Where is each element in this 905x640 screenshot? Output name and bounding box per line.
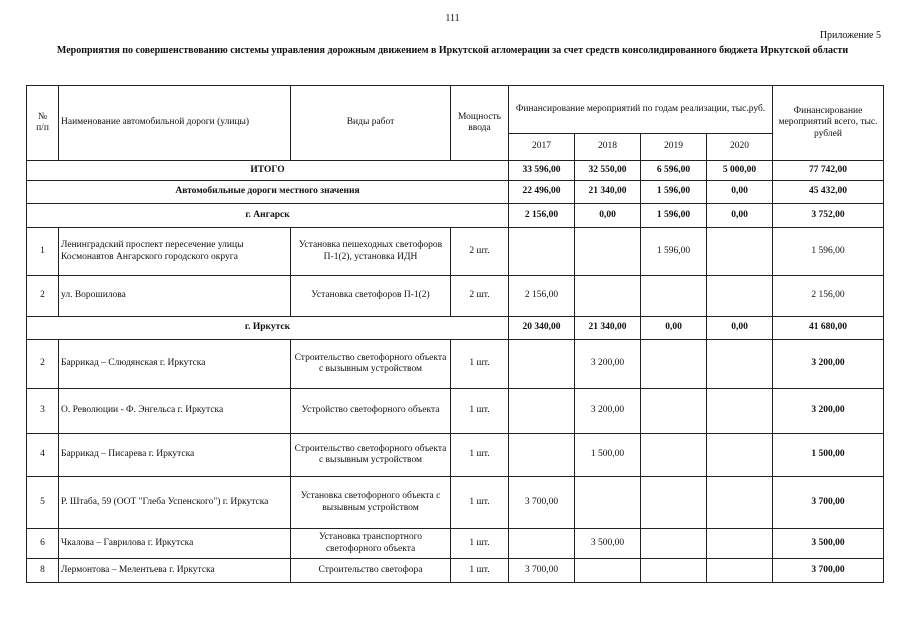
value-2020 [707, 389, 773, 434]
work-type: Строительство светофорного объекта с вызывным устройством [291, 340, 451, 389]
road-name: Лермонтова – Мелентьева г. Иркутска [59, 559, 291, 583]
table-row [27, 228, 884, 276]
value-2019: 1 596,00 [641, 181, 707, 204]
summary-row-local [27, 181, 884, 204]
value-2017: 3 700,00 [509, 559, 575, 583]
value-total: 3 500,00 [773, 529, 884, 559]
value-2020 [707, 477, 773, 529]
value-2019 [641, 276, 707, 317]
summary-row-angarsk [27, 204, 884, 228]
value-2017: 20 340,00 [509, 317, 575, 340]
value-2017: 22 496,00 [509, 181, 575, 204]
table-row [27, 477, 884, 529]
summary-row-irkutsk [27, 317, 884, 340]
value-2018 [575, 477, 641, 529]
value-2019 [641, 477, 707, 529]
row-number: 5 [27, 477, 59, 529]
page-number: 111 [445, 13, 460, 24]
summary-label: ИТОГО [27, 161, 509, 181]
value-2020 [707, 559, 773, 583]
header-year-2020: 2020 [707, 134, 773, 161]
work-type: Установка пешеходных светофоров П-1(2), установка ИДН [291, 228, 451, 276]
summary-label: г. Иркутск [27, 317, 509, 340]
value-total: 45 432,00 [773, 181, 884, 204]
value-2018: 32 550,00 [575, 161, 641, 181]
appendix-label: Приложение 5 [819, 30, 881, 41]
value-2020: 0,00 [707, 181, 773, 204]
capacity: 1 шт. [451, 340, 509, 389]
value-2018: 1 500,00 [575, 434, 641, 477]
value-2017 [509, 529, 575, 559]
header-road: Наименование автомобильной дороги (улицы) [59, 86, 291, 161]
work-type: Устройство светофорного объекта [291, 389, 451, 434]
value-2019: 1 596,00 [641, 204, 707, 228]
value-2017 [509, 389, 575, 434]
value-2019 [641, 529, 707, 559]
capacity: 1 шт. [451, 434, 509, 477]
value-2018: 21 340,00 [575, 317, 641, 340]
summary-row-total [27, 161, 884, 181]
capacity: 1 шт. [451, 559, 509, 583]
table-row [27, 276, 884, 317]
value-2019 [641, 389, 707, 434]
road-name: ул. Ворошилова [59, 276, 291, 317]
value-2019 [641, 559, 707, 583]
summary-label: Автомобильные дороги местного значения [27, 181, 509, 204]
value-total: 3 700,00 [773, 477, 884, 529]
header-year-2017: 2017 [509, 134, 575, 161]
road-name: Чкалова – Гаврилова г. Иркутска [59, 529, 291, 559]
header-row [27, 86, 884, 134]
value-total: 3 752,00 [773, 204, 884, 228]
row-number: 6 [27, 529, 59, 559]
row-number: 1 [27, 228, 59, 276]
header-year-2018: 2018 [575, 134, 641, 161]
header-funding-by-year: Финансирование мероприятий по годам реализации, тыс.руб. [509, 86, 773, 134]
value-total: 41 680,00 [773, 317, 884, 340]
value-2019: 0,00 [641, 317, 707, 340]
capacity: 1 шт. [451, 477, 509, 529]
row-number: 2 [27, 276, 59, 317]
value-2020 [707, 228, 773, 276]
capacity: 2 шт. [451, 228, 509, 276]
value-2019: 6 596,00 [641, 161, 707, 181]
header-funding-total: Финансирование мероприятий всего, тыс. рублей [773, 86, 884, 161]
table-row [27, 340, 884, 389]
row-number: 8 [27, 559, 59, 583]
value-2017: 2 156,00 [509, 204, 575, 228]
road-name: Баррикад – Писарева г. Иркутска [59, 434, 291, 477]
capacity: 1 шт. [451, 389, 509, 434]
table-row [27, 529, 884, 559]
value-2017: 33 596,00 [509, 161, 575, 181]
table-row [27, 434, 884, 477]
value-2020: 0,00 [707, 204, 773, 228]
header-num: № п/п [27, 86, 59, 161]
value-2019 [641, 434, 707, 477]
value-2020 [707, 276, 773, 317]
value-2020 [707, 529, 773, 559]
value-2019: 1 596,00 [641, 228, 707, 276]
value-2020 [707, 434, 773, 477]
road-name: Р. Штаба, 59 (ООТ "Глеба Успенского") г. Иркутска [59, 477, 291, 529]
value-2018 [575, 276, 641, 317]
value-2018: 0,00 [575, 204, 641, 228]
value-2017: 3 700,00 [509, 477, 575, 529]
value-2017 [509, 228, 575, 276]
table-row [27, 389, 884, 434]
summary-label: г. Ангарск [27, 204, 509, 228]
funding-table [26, 85, 884, 583]
road-name: О. Революции - Ф. Энгельса г. Иркутска [59, 389, 291, 434]
value-2018: 3 200,00 [575, 340, 641, 389]
row-number: 3 [27, 389, 59, 434]
value-2018 [575, 559, 641, 583]
road-name: Баррикад – Слюдянская г. Иркутска [59, 340, 291, 389]
value-total: 3 200,00 [773, 389, 884, 434]
value-total: 1 500,00 [773, 434, 884, 477]
value-2020 [707, 340, 773, 389]
value-2018: 3 500,00 [575, 529, 641, 559]
header-capacity: Мощность ввода [451, 86, 509, 161]
work-type: Установка светофоров П-1(2) [291, 276, 451, 317]
header-work: Виды работ [291, 86, 451, 161]
road-name: Ленинградский проспект пересечение улицы Космонавтов Ангарского городского округа [59, 228, 291, 276]
row-number: 4 [27, 434, 59, 477]
value-2020: 5 000,00 [707, 161, 773, 181]
value-2017 [509, 340, 575, 389]
capacity: 1 шт. [451, 529, 509, 559]
value-total: 3 700,00 [773, 559, 884, 583]
work-type: Строительство светофорного объекта с вызывным устройством [291, 434, 451, 477]
header-year-2019: 2019 [641, 134, 707, 161]
row-number: 2 [27, 340, 59, 389]
value-2018: 3 200,00 [575, 389, 641, 434]
value-2020: 0,00 [707, 317, 773, 340]
value-2019 [641, 340, 707, 389]
value-2017 [509, 434, 575, 477]
work-type: Установка светофорного объекта с вызывным устройством [291, 477, 451, 529]
document-title: Мероприятия по совершенствованию системы управления дорожным движением в Иркутской агломерации за счет средств консолидированного бюджета Иркутской области [56, 45, 849, 56]
work-type: Строительство светофора [291, 559, 451, 583]
value-total: 3 200,00 [773, 340, 884, 389]
work-type: Установка транспортного светофорного объекта [291, 529, 451, 559]
value-total: 2 156,00 [773, 276, 884, 317]
capacity: 2 шт. [451, 276, 509, 317]
table-row [27, 559, 884, 583]
value-total: 77 742,00 [773, 161, 884, 181]
value-total: 1 596,00 [773, 228, 884, 276]
value-2017: 2 156,00 [509, 276, 575, 317]
value-2018 [575, 228, 641, 276]
value-2018: 21 340,00 [575, 181, 641, 204]
